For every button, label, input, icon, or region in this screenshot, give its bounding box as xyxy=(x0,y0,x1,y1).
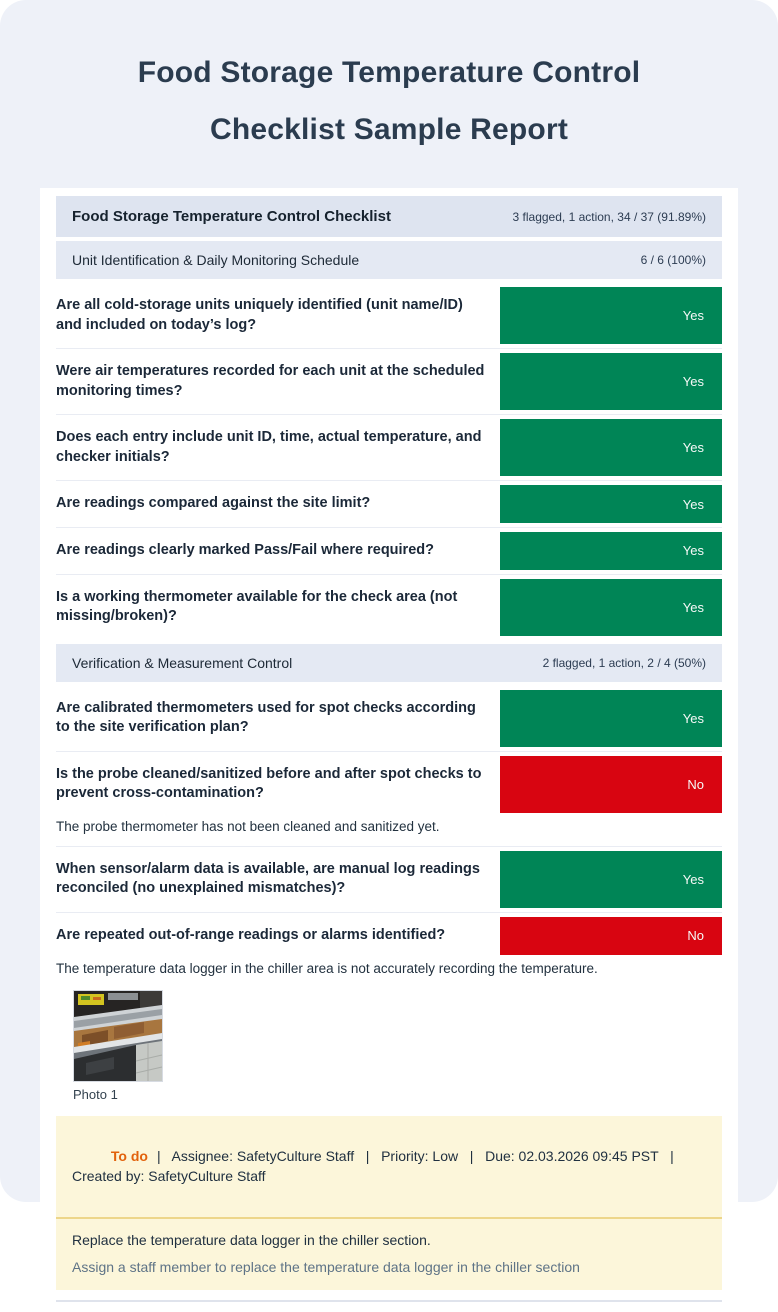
question-text: Is a working thermometer available for the check area (not missing/broken)? xyxy=(56,588,458,625)
question-row xyxy=(56,349,722,415)
action-header xyxy=(56,1116,722,1219)
question-text: Are calibrated thermometers used for spot checks according to the site verification plan? xyxy=(56,699,476,736)
question-row xyxy=(56,913,722,1290)
question-note: The probe thermometer has not been cleaned and sanitized yet. xyxy=(56,818,440,834)
question-row xyxy=(56,575,722,640)
deli-display-case-photo xyxy=(74,991,162,1081)
question-row xyxy=(56,847,722,913)
question-note: The temperature data logger in the chiller area is not accurately recording the temperature. xyxy=(56,960,598,976)
action-meta: | Assignee: SafetyCulture Staff | Priority: Low | Due: 02.03.2026 09:45 PST | Created by: SafetyCulture Staff xyxy=(72,1148,686,1184)
question-row xyxy=(56,283,722,349)
answer-badge-yes: Yes xyxy=(500,485,722,523)
photo-caption: Photo 1 xyxy=(73,1086,118,1102)
report-card xyxy=(40,188,738,1312)
page-title-line-1: Food Storage Temperature Control xyxy=(137,56,641,89)
question-text: Are all cold-storage units uniquely identified (unit name/ID) and included on today’s log? xyxy=(56,297,463,333)
question-row xyxy=(56,686,722,752)
question-text: Are repeated out-of-range readings or alarms identified? xyxy=(56,927,446,943)
action-description: Assign a staff member to replace the temperature data logger in the chiller section xyxy=(72,1258,580,1275)
photo-thumbnail[interactable] xyxy=(73,990,163,1082)
answer-badge-yes: Yes xyxy=(500,532,722,570)
section-header-unit-identification xyxy=(56,241,722,279)
question-text: Were air temperatures recorded for each unit at the scheduled monitoring times? xyxy=(56,363,485,399)
section-title: Verification & Measurement Control xyxy=(72,654,293,671)
answer-badge-yes: Yes xyxy=(500,419,722,476)
question-text: Are readings compared against the site limit? xyxy=(56,495,371,512)
question-row xyxy=(56,528,722,575)
question-text: Is the probe cleaned/sanitized before and after spot checks to prevent cross-contamination? xyxy=(56,765,482,802)
section-stats: 2 flagged, 1 action, 2 / 4 (50%) xyxy=(542,655,706,670)
section-title: Unit Identification & Daily Monitoring Schedule xyxy=(72,252,360,268)
answer-badge-yes: Yes xyxy=(500,579,722,636)
question-row xyxy=(56,481,722,528)
section-stats: 6 / 6 (100%) xyxy=(640,253,706,267)
card-footer-divider xyxy=(56,1300,722,1304)
page-title-line-2: Checklist Sample Report xyxy=(209,113,569,146)
question-row xyxy=(56,752,722,847)
answer-badge-yes: Yes xyxy=(500,690,722,747)
report-stats: 3 flagged, 1 action, 34 / 37 (91.89%) xyxy=(512,209,706,224)
answer-badge-yes: Yes xyxy=(500,287,722,344)
answer-badge-no: No xyxy=(500,756,722,813)
action-body xyxy=(56,1219,722,1290)
question-text: When sensor/alarm data is available, are manual log readings reconciled (no unexplained mismatches)? xyxy=(56,860,480,897)
page-title xyxy=(0,0,778,158)
question-row xyxy=(56,415,722,481)
answer-badge-yes: Yes xyxy=(500,353,722,410)
answer-badge-no: No xyxy=(500,917,722,955)
section-header-verification-control xyxy=(56,644,722,682)
answer-badge-yes: Yes xyxy=(500,851,722,908)
report-header xyxy=(56,196,722,237)
question-text: Does each entry include unit ID, time, actual temperature, and checker initials? xyxy=(56,429,482,465)
report-title: Food Storage Temperature Control Checklist xyxy=(72,208,391,225)
action-item xyxy=(56,1116,722,1290)
action-status-label: To do xyxy=(110,1148,148,1165)
photo-attachment xyxy=(56,988,722,1112)
question-text: Are readings clearly marked Pass/Fail where required? xyxy=(56,541,434,558)
action-title: Replace the temperature data logger in the chiller section. xyxy=(72,1231,431,1248)
